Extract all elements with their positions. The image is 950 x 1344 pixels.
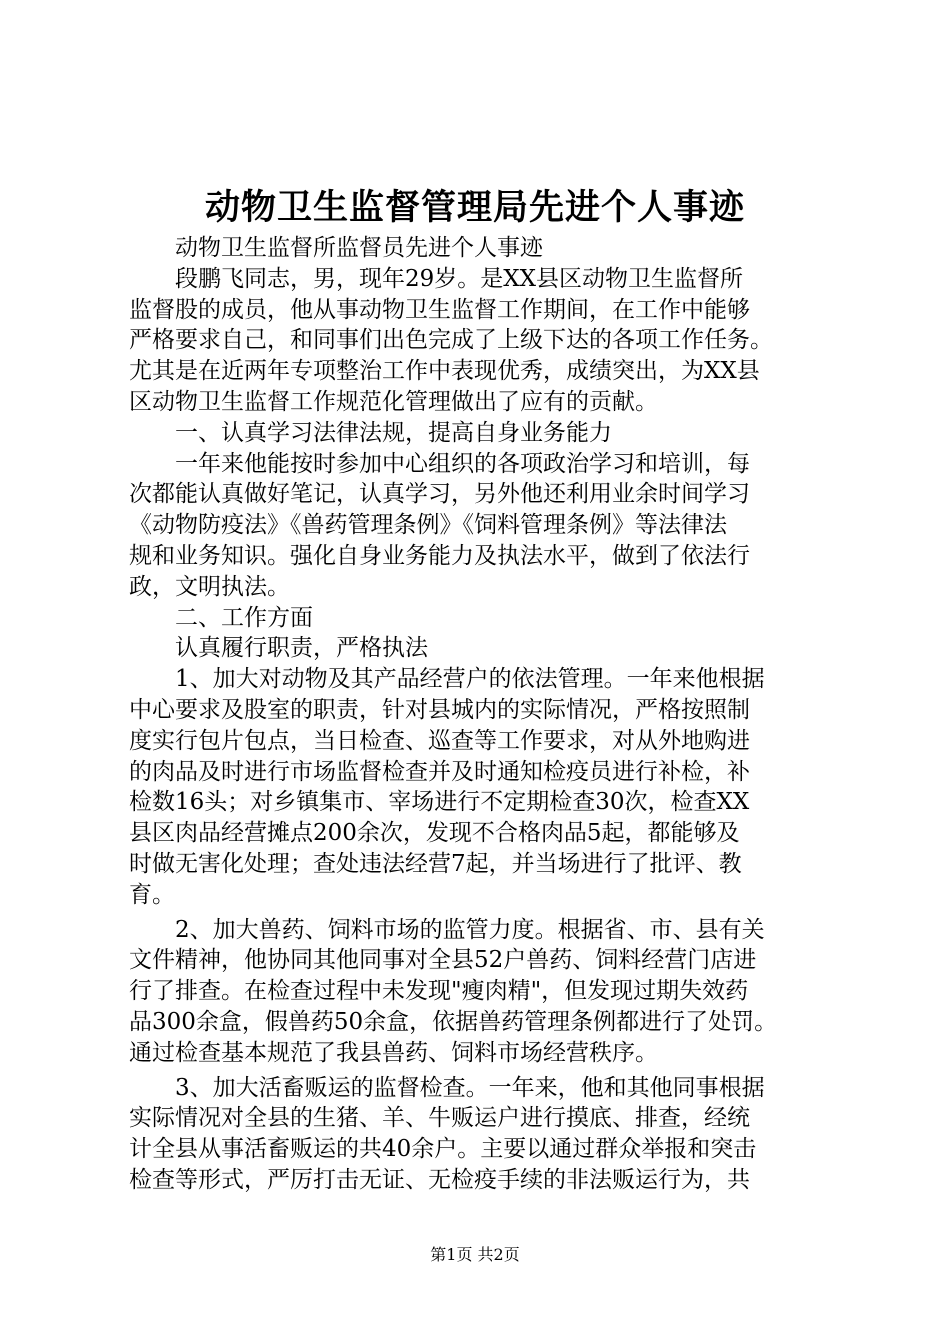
body-line: 通过检查基本规范了我县兽药、饲料市场经营秩序。 — [129, 1039, 658, 1066]
section-heading: 二、工作方面 — [129, 604, 313, 631]
body-line: 动物卫生监督所监督员先进个人事迹 — [129, 235, 543, 261]
section-heading: 一、认真学习法律法规，提高自身业务能力 — [129, 419, 612, 446]
body-line: 2、加大兽药、饲料市场的监管力度。根据省、市、县有关 — [129, 916, 765, 943]
body-line: 检数16头；对乡镇集市、宰场进行不定期检查30次，检查XX — [129, 789, 750, 816]
body-line: 育。 — [129, 881, 175, 908]
body-line: 严格要求自己，和同事们出色完成了上级下达的各项工作任务。 — [129, 327, 773, 354]
body-line: 次都能认真做好笔记，认真学习，另外他还利用业余时间学习 — [129, 481, 750, 508]
body-line: 文件精神，他协同其他同事对全县52户兽药、饲料经营门店进 — [129, 947, 757, 974]
body-line: 区动物卫生监督工作规范化管理做出了应有的贡献。 — [129, 388, 658, 415]
body-line: 检查等形式，严厉打击无证、无检疫手续的非法贩运行为，共 — [129, 1166, 750, 1193]
body-line: 1、加大对动物及其产品经营户的依法管理。一年来他根据 — [129, 666, 765, 693]
body-line: 时做无害化处理；查处违法经营7起，并当场进行了批评、教 — [129, 850, 742, 877]
page-number-footer: 第1页 共2页 — [430, 1245, 520, 1264]
body-line: 规和业务知识。强化自身业务能力及执法水平，做到了依法行 — [129, 542, 750, 569]
body-line: 尤其是在近两年专项整治工作中表现优秀，成绩突出，为XX县 — [129, 358, 760, 385]
body-line: 3、加大活畜贩运的监督检查。一年来，他和其他同事根据 — [129, 1074, 765, 1101]
subsection-heading: 认真履行职责，严格执法 — [129, 635, 428, 662]
body-line: 一年来他能按时参加中心组织的各项政治学习和培训，每 — [129, 450, 750, 477]
body-line: 中心要求及股室的职责，针对县城内的实际情况，严格按照制 — [129, 696, 750, 723]
body-line: 的肉品及时进行市场监督检查并及时通知检疫员进行补检，补 — [129, 758, 750, 785]
body-line: 县区肉品经营摊点200余次，发现不合格肉品5起，都能够及 — [129, 820, 740, 847]
body-line: 政，文明执法。 — [129, 573, 290, 600]
body-line: 计全县从事活畜贩运的共40余户。主要以通过群众举报和突击 — [129, 1136, 757, 1163]
document-title: 动物卫生监督管理局先进个人事迹 — [204, 187, 745, 228]
body-line: 度实行包片包点，当日检查、巡查等工作要求，对从外地购进 — [129, 727, 750, 754]
body-line: 行了排查。在检查过程中未发现"瘦肉精"，但发现过期失效药 — [129, 978, 749, 1005]
body-line: 《动物防疫法》《兽药管理条例》《饲料管理条例》等法律法 — [129, 512, 727, 539]
body-line: 段鹏飞同志，男，现年29岁。是XX县区动物卫生监督所 — [129, 265, 744, 292]
body-line: 监督股的成员，他从事动物卫生监督工作期间，在工作中能够 — [129, 296, 750, 323]
body-line: 品300余盒，假兽药50余盒，依据兽药管理条例都进行了处罚。 — [129, 1008, 778, 1035]
document-body — [129, 233, 851, 1196]
body-line: 实际情况对全县的生猪、羊、牛贩运户进行摸底、排查，经统 — [129, 1105, 750, 1132]
